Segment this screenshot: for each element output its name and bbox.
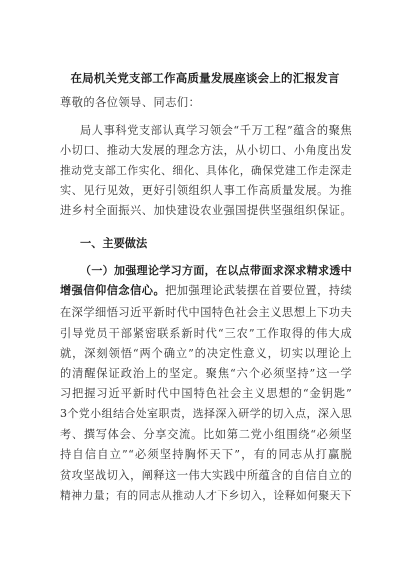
body-line: 引导党员干部紧密联系新时代“三农”工作取得的伟大成: [60, 327, 352, 340]
body-line: 在深学细悟习近平新时代中国特色社会主义思想上下功夫: [60, 306, 352, 319]
intro-line: 局人事科党支部认真学习领会“千万工程”蕴含的聚焦: [80, 124, 352, 137]
document-title: 在局机关党支部工作高质量发展座谈会上的汇报发言: [70, 71, 340, 85]
body-text: 把加强理论武装摆在首要位置，持续: [165, 284, 352, 297]
subsection-heading: （一）加强理论学习方面，在以点带面求深求精求透中: [80, 264, 352, 277]
subsection-heading-continued: 增强信仰信念信心。: [60, 284, 166, 297]
section-heading: 一、主要做法: [80, 237, 148, 250]
body-line: 贫攻坚战切入，阐释这一伟大实践中所蕴含的自信自立的: [60, 469, 352, 482]
intro-line: 实、见行见效，更好引领组织人事工作高质量发展。为推: [60, 184, 352, 197]
body-line: 考、撰写体会、分享交流。比如第二党小组围绕“必须坚: [60, 428, 352, 441]
salutation: 尊敬的各位领导、同志们：: [60, 96, 201, 109]
body-line: 的清醒保证政治上的坚定。聚焦“六个必须坚持”这一学: [60, 367, 352, 380]
intro-line: 进乡村全面振兴、加快建设农业强国提供坚强组织保证。: [60, 204, 352, 217]
body-line: 精神力量；有的同志从推动人才下乡切入，诠释如何聚天下: [60, 489, 352, 502]
body-line: [60, 284, 352, 298]
body-line: 就，深刻领悟“两个确立”的决定性意义，切实以理论上: [60, 347, 352, 360]
intro-line: 小切口、推动大发展的理念方法，从小切口、小角度出发: [60, 144, 352, 157]
body-line: 习把握习近平新时代中国特色社会主义思想的“金钥匙”: [60, 387, 352, 400]
body-line: 3个党小组结合处室职责，选择深入研学的切入点，深入思: [60, 407, 352, 420]
body-line: 持自信自立”“必须坚持胸怀天下”，有的同志从打赢脱: [60, 448, 352, 461]
intro-line: 推动党支部工作实化、细化、具体化，确保党建工作走深走: [60, 164, 352, 177]
